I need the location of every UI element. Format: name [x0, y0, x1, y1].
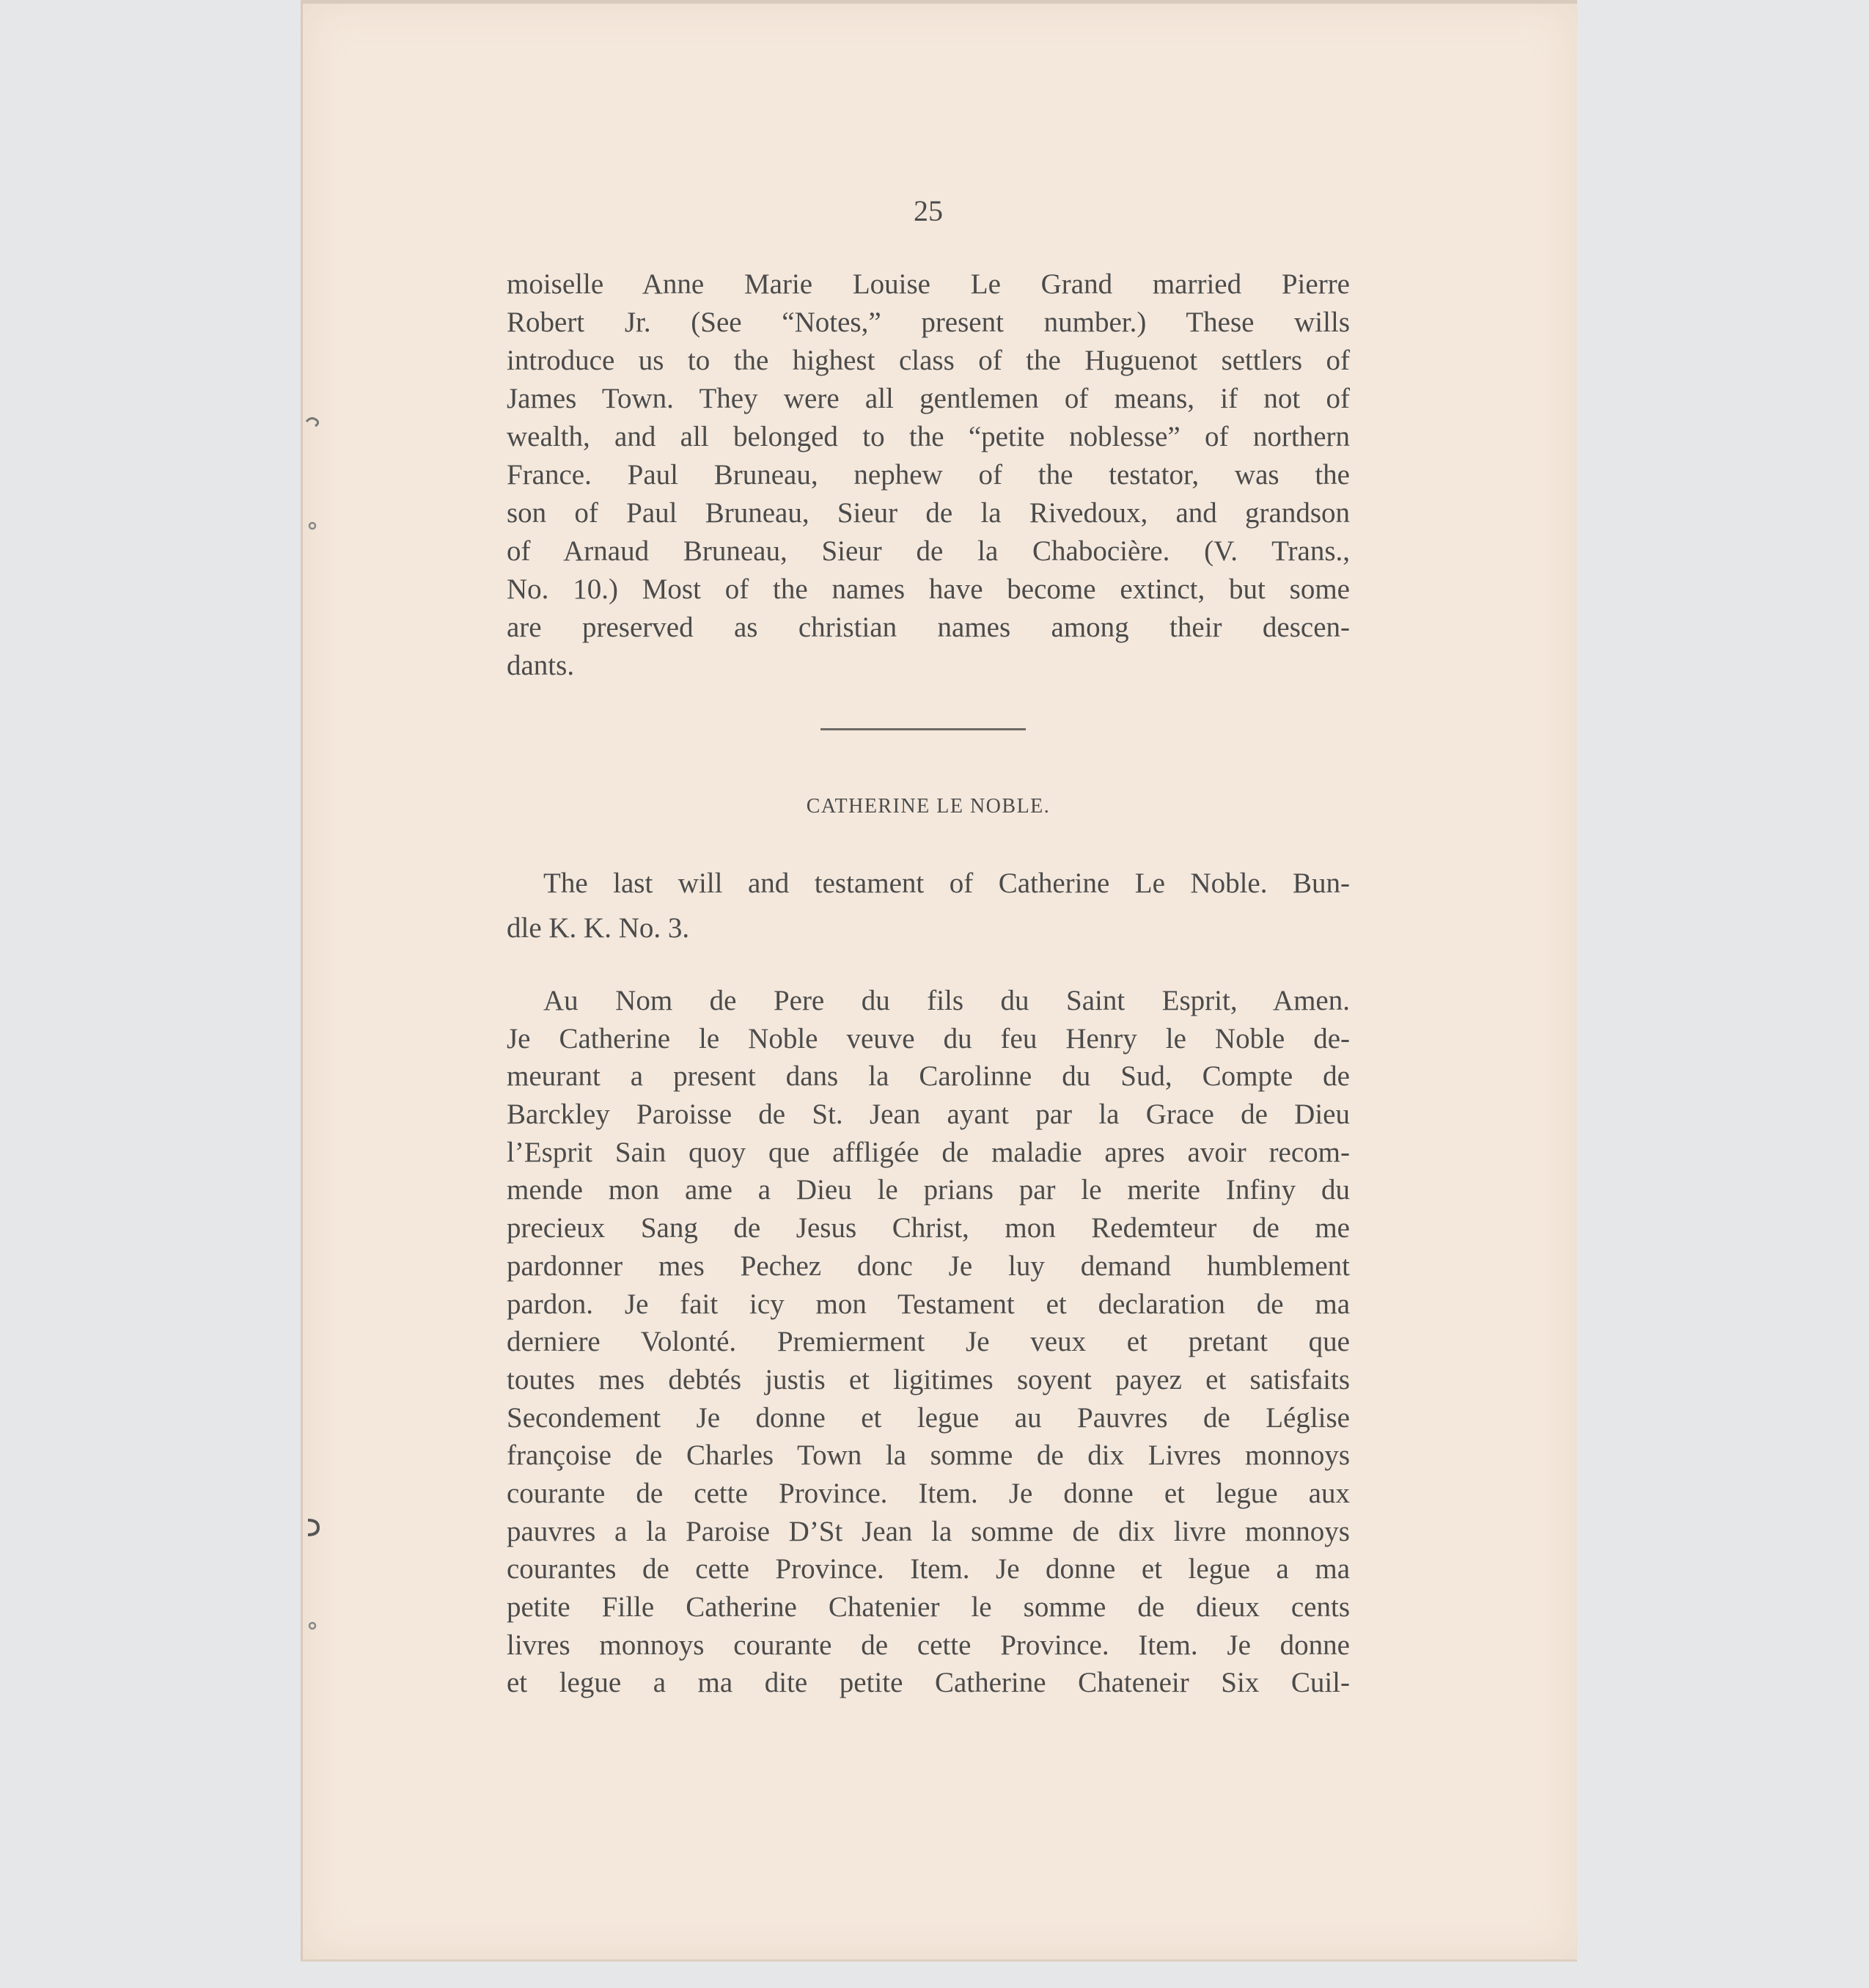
section-heading: CATHERINE LE NOBLE. [806, 795, 1051, 818]
text-line: derniere Volonté. Premierment Je veux et pretant que [507, 1326, 1350, 1358]
binding-hole-mark [304, 1516, 323, 1538]
text-line: wealth, and all belonged to the “petite noblesse” of northern [507, 421, 1350, 452]
text-line: courantes de cette Province. Item. Je donne et legue a ma [507, 1553, 1350, 1585]
text-line: dants. [507, 650, 575, 681]
text-line: Au Nom de Pere du fils du Saint Esprit, Amen. [543, 985, 1350, 1016]
section-divider [820, 728, 1026, 730]
text-line: The last will and testament of Catherine Le Noble. Bun- [543, 868, 1350, 899]
page-top-edge [303, 0, 1577, 4]
will-text [507, 982, 1350, 1702]
text-line: courante de cette Province. Item. Je donne et legue aux [507, 1477, 1350, 1509]
text-line: are preserved as christian names among their descen- [507, 612, 1350, 643]
text-line: livres monnoys courante de cette Province. Item. Je donne [507, 1629, 1350, 1661]
text-line: mende mon ame a Dieu le prians par le merite Infiny du [507, 1174, 1350, 1206]
text-line: françoise de Charles Town la somme de dix Livres monnoys [507, 1439, 1350, 1472]
text-line: et legue a ma dite petite Catherine Chateneir Six Cuil- [507, 1667, 1350, 1699]
text-line: pardonner mes Pechez donc Je luy demand humblement [507, 1250, 1350, 1282]
text-line: Barckley Paroisse de St. Jean ayant par la Grace de Dieu [507, 1098, 1350, 1131]
text-line: precieux Sang de Jesus Christ, mon Redemteur de me [507, 1212, 1350, 1244]
text-line: petite Fille Catherine Chatenier le somme de dieux cents [507, 1591, 1350, 1623]
document-page [301, 0, 1577, 1962]
text-line: moiselle Anne Marie Louise Le Grand married Pierre [507, 268, 1350, 300]
text-line: son of Paul Bruneau, Sieur de la Rivedoux, and grandson [507, 497, 1350, 529]
text-line: of Arnaud Bruneau, Sieur de la Chabocière. (V. Trans., [507, 535, 1350, 567]
intro-paragraph [507, 861, 1350, 950]
text-line: No. 10.) Most of the names have become extinct, but some [507, 573, 1350, 605]
text-line: James Town. They were all gentlemen of means, if not of [507, 383, 1350, 414]
text-line: introduce us to the highest class of the Huguenot settlers of [507, 345, 1350, 376]
binding-hole-mark [306, 1620, 319, 1632]
text-line: France. Paul Bruneau, nephew of the testator, was the [507, 459, 1350, 491]
text-line: l’Esprit Sain quoy que affligée de maladie apres avoir recom- [507, 1136, 1350, 1168]
text-line: pauvres a la Paroise D’St Jean la somme de dix livre monnoys [507, 1515, 1350, 1547]
text-line: meurant a present dans la Carolinne du Sud, Compte de [507, 1060, 1350, 1093]
text-line: Robert Jr. (See “Notes,” present number.) These wills [507, 307, 1350, 338]
text-line: Je Catherine le Noble veuve du feu Henry le Noble de- [507, 1022, 1350, 1054]
text-line: Secondement Je donne et legue au Pauvres de Léglise [507, 1401, 1350, 1434]
binding-hole-mark [306, 519, 319, 532]
binding-hole-mark [304, 414, 323, 429]
text-line: toutes mes debtés justis et ligitimes soyent payez et satisfaits [507, 1363, 1350, 1395]
text-line: pardon. Je fait icy mon Testament et declaration de ma [507, 1288, 1350, 1320]
page-number: 25 [914, 194, 943, 227]
text-line: dle K. K. No. 3. [507, 912, 690, 944]
paragraph-1 [507, 265, 1350, 685]
